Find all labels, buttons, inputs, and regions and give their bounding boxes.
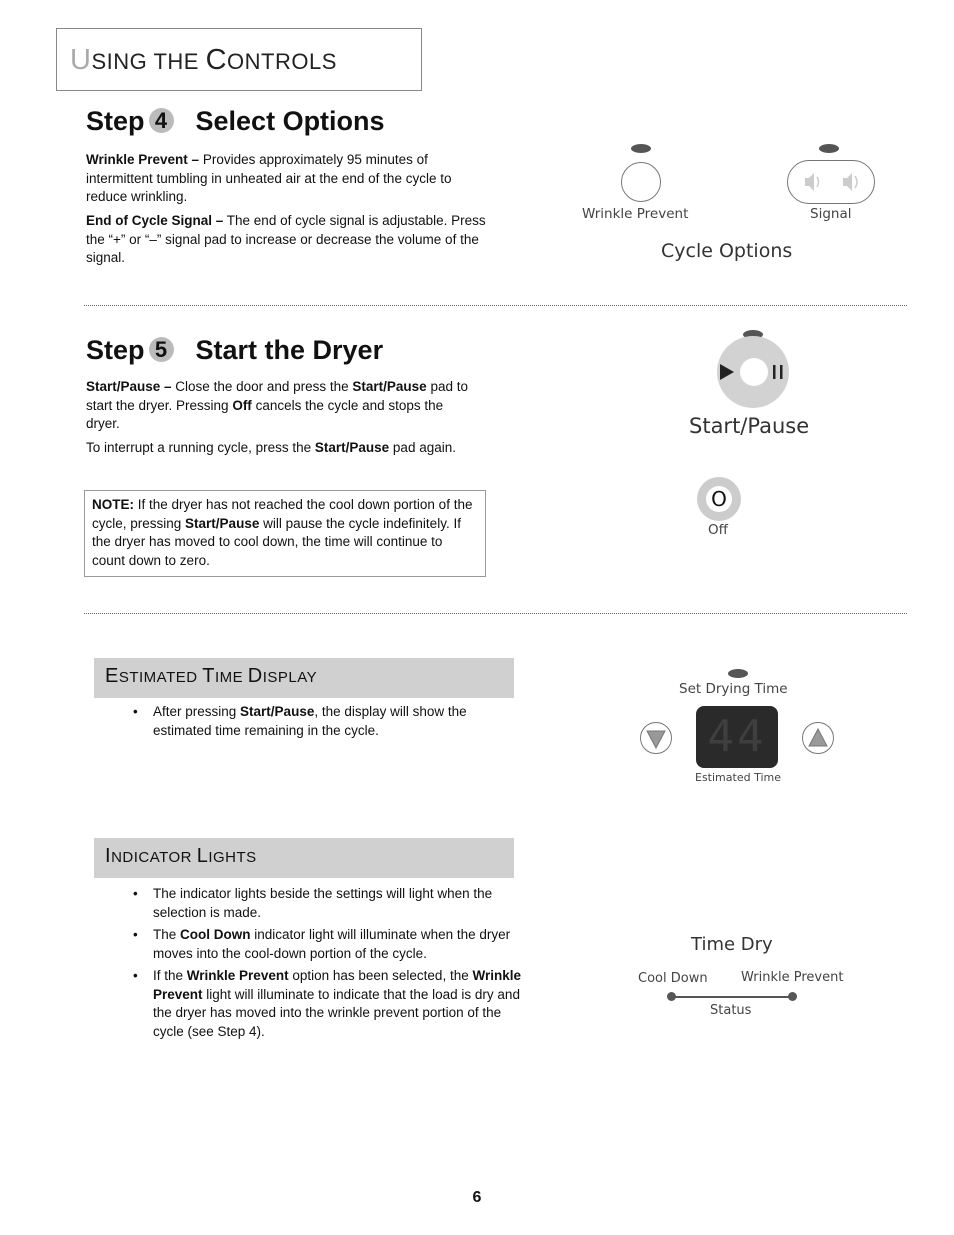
step5-heading bbox=[86, 335, 383, 366]
list-item bbox=[133, 885, 523, 922]
step4-title: Select Options bbox=[195, 106, 385, 136]
increase-time-button[interactable] bbox=[802, 722, 834, 754]
cap-letter: D bbox=[247, 665, 263, 687]
chevron-down-icon bbox=[640, 722, 672, 754]
text-run: will pause the cycle indefinitely. If the dryer has moved to cool down, the time will continue to count down to zero. bbox=[92, 515, 461, 568]
decrease-time-button[interactable] bbox=[640, 722, 672, 754]
step4-heading bbox=[86, 106, 385, 137]
text-run: light will illuminate to indicate that the load is dry and the dryer has moved into the wrinkle prevent portion of the cycle (see Step 4). bbox=[153, 986, 520, 1039]
text-run: ISPLAY bbox=[262, 669, 318, 686]
step5-number-badge: 5 bbox=[149, 337, 174, 362]
cap-letter: I bbox=[105, 845, 112, 867]
page-number: 6 bbox=[472, 1189, 482, 1206]
text-run: IME bbox=[214, 669, 248, 686]
text-run: STIMATED bbox=[118, 669, 203, 686]
wrinkle-prevent-desc: Provides approximately 95 minutes of intermittent tumbling in unheated air at the end of the cycle to reduce wrinkling. bbox=[86, 152, 452, 204]
start-pause-label: Start/Pause bbox=[689, 414, 810, 438]
text-run: If the bbox=[153, 968, 187, 983]
bold-run: Start/Pause bbox=[314, 440, 390, 455]
text-run: pad to start the dryer. Pressing bbox=[86, 379, 468, 413]
header-text-2: ONTROLS bbox=[227, 49, 337, 74]
signal-desc: The end of cycle signal is adjustable. Press the “+” or “–” signal pad to increase or decrease the volume of the signal. bbox=[86, 213, 486, 265]
set-drying-time-label: Set Drying Time bbox=[679, 681, 788, 697]
bold-run: Start/Pause bbox=[185, 515, 260, 531]
text-run: If the dryer has not reached the cool down portion of the cycle, pressing bbox=[92, 497, 473, 531]
text-run: After pressing bbox=[153, 704, 241, 719]
text-run: , the display will show the estimated time remaining in the cycle. bbox=[153, 704, 467, 738]
step4-number-badge: 4 bbox=[149, 108, 174, 133]
bold-run: Start/Pause bbox=[240, 704, 315, 719]
speaker-icon bbox=[787, 160, 875, 204]
divider bbox=[84, 305, 907, 306]
off-button-glyph: O bbox=[706, 486, 732, 512]
text-run: cancels the cycle and stops the dryer. bbox=[86, 397, 444, 431]
text-run: Close the door and press the bbox=[171, 379, 353, 394]
wrinkle-prevent-indicator-lamp bbox=[631, 144, 651, 153]
list-item bbox=[133, 967, 523, 1041]
bold-run: Wrinkle Prevent bbox=[153, 968, 521, 1002]
signal-button[interactable] bbox=[787, 160, 875, 204]
time-display-digits: 44 bbox=[707, 711, 767, 762]
header-text-1: SING THE bbox=[91, 49, 206, 74]
text-run: IGHTS bbox=[208, 849, 257, 866]
wrinkle-prevent-indicator-light bbox=[788, 992, 797, 1001]
text-run: The indicator lights beside the settings will light when the selection is made. bbox=[153, 886, 493, 920]
signal-indicator-lamp bbox=[819, 144, 839, 153]
step4-wrinkle-paragraph bbox=[86, 151, 486, 207]
note-label: NOTE: bbox=[92, 497, 134, 512]
text-run: NDICATOR bbox=[111, 849, 197, 866]
list-item bbox=[133, 703, 518, 740]
wrinkle-prevent-status-label: Wrinkle Prevent bbox=[741, 970, 844, 985]
step4-word: Step bbox=[86, 106, 145, 136]
wrinkle-prevent-button[interactable] bbox=[621, 162, 661, 202]
text-run: pad again. bbox=[389, 440, 456, 455]
header-cap-2: C bbox=[205, 44, 228, 76]
cap-letter: T bbox=[202, 665, 215, 687]
text-run: indicator light will illuminate when the dryer moves into the cool-down portion of the cycle. bbox=[153, 927, 511, 961]
step5-start-paragraph bbox=[86, 378, 471, 434]
cap-letter: E bbox=[105, 665, 119, 687]
estimated-time-bullets bbox=[133, 703, 518, 744]
signal-label: Signal bbox=[810, 206, 852, 222]
off-label: Off bbox=[708, 522, 728, 538]
status-line bbox=[671, 996, 793, 998]
time-dry-label: Time Dry bbox=[691, 934, 773, 955]
play-pause-icon bbox=[718, 362, 790, 382]
signal-term: End of Cycle Signal – bbox=[86, 213, 224, 228]
bold-run: Start/Pause bbox=[352, 379, 427, 394]
bold-run: Off bbox=[232, 397, 252, 413]
cool-down-indicator-light bbox=[667, 992, 676, 1001]
status-label: Status bbox=[710, 1003, 752, 1018]
cycle-options-label: Cycle Options bbox=[661, 240, 793, 262]
text-run: To interrupt a running cycle, press the bbox=[86, 440, 315, 455]
cool-down-label: Cool Down bbox=[638, 971, 708, 986]
estimated-time-section-title bbox=[105, 665, 317, 688]
header-initial: U bbox=[70, 44, 92, 76]
indicator-lights-bullets bbox=[133, 885, 523, 1045]
start-pause-term: Start/Pause – bbox=[86, 379, 172, 394]
text-run: The bbox=[153, 927, 181, 942]
bold-run: Cool Down bbox=[180, 927, 251, 942]
indicator-lights-section-title bbox=[105, 845, 257, 868]
text-run: option has been selected, the bbox=[288, 968, 473, 983]
cap-letter: L bbox=[196, 845, 209, 867]
bold-run: Wrinkle Prevent bbox=[186, 968, 289, 983]
wrinkle-prevent-term: Wrinkle Prevent – bbox=[86, 152, 200, 167]
set-drying-time-indicator-lamp bbox=[728, 669, 748, 678]
estimated-time-label: Estimated Time bbox=[695, 771, 781, 784]
list-item bbox=[133, 926, 523, 963]
divider bbox=[84, 613, 907, 614]
step5-interrupt-paragraph bbox=[86, 439, 471, 458]
section-header-title bbox=[70, 44, 337, 77]
step5-title: Start the Dryer bbox=[195, 335, 384, 365]
step5-word: Step bbox=[86, 335, 145, 365]
step4-signal-paragraph bbox=[86, 212, 486, 268]
wrinkle-prevent-label: Wrinkle Prevent bbox=[582, 206, 689, 222]
note-box bbox=[84, 490, 486, 577]
chevron-up-icon bbox=[802, 722, 834, 754]
